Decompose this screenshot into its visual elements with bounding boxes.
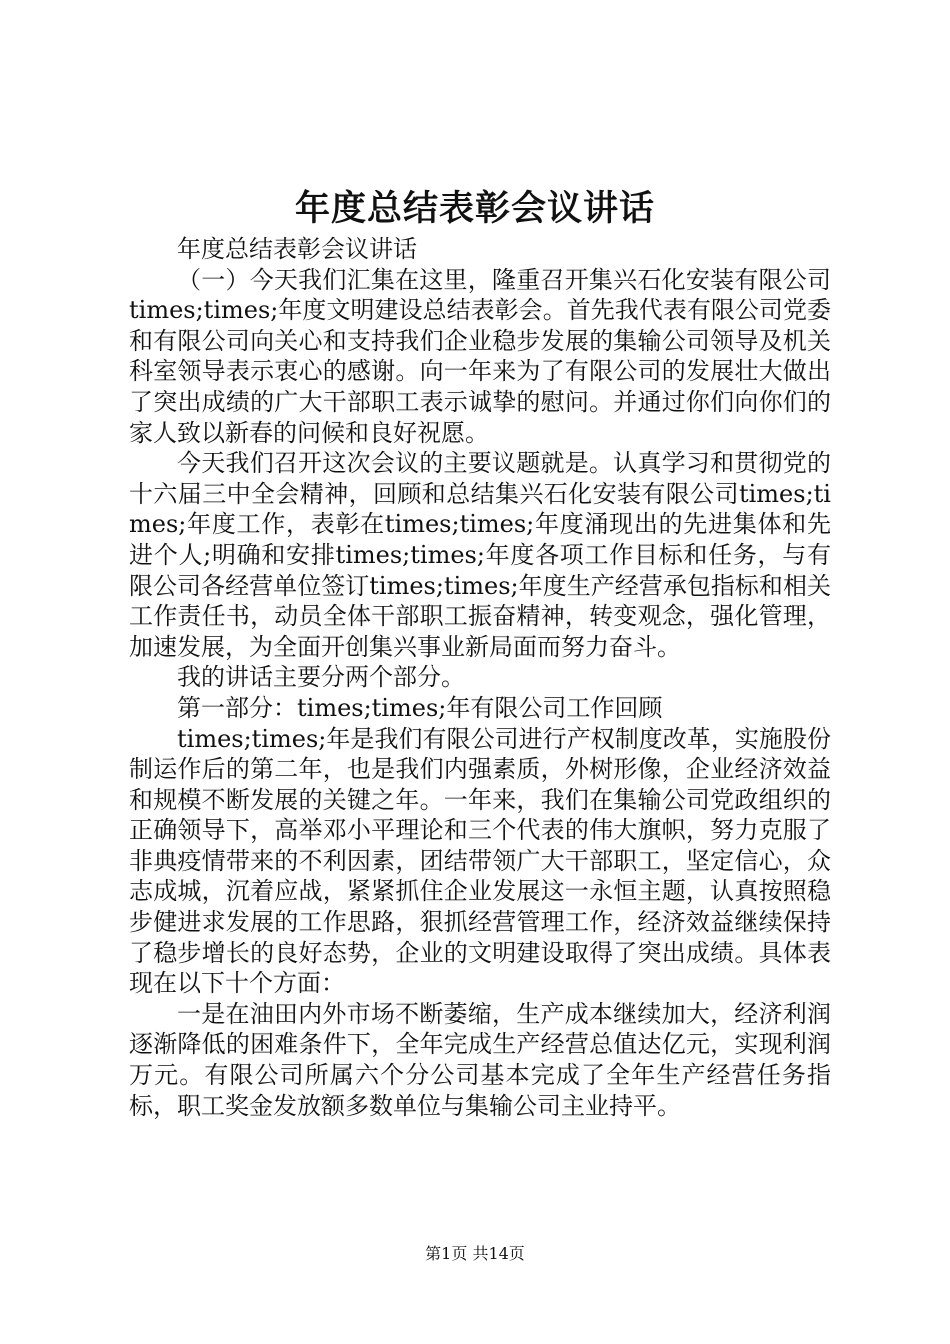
document-body [129,234,831,1121]
document-title: 年度总结表彰会议讲话 [294,189,655,229]
paragraph-outline: 我的讲话主要分两个部分。 [177,663,465,692]
paragraph-point-one: 一是在油田内外市场不断萎缩，生产成本继续加大，经济利润逐渐降低的困难条件下，全年完成生产经营总值达亿元，实现利润万元。有限公司所属六个分公司基本完成了全年生产经营任务指标，职工奖金发放额多数单位与集输公司主业持平。 [129,999,831,1120]
page-footer: 第1页 共14页 [425,1244,525,1263]
paragraph-review: times;times;年是我们有限公司进行产权制度改革，实施股份制运作后的第二年，也是我们内强素质，外树形像，企业经济效益和规模不断发展的关键之年。一年来，我们在集输公司党政组织的正确领导下，高举邓小平理论和三个代表的伟大旗帜，努力克服了非典疫情带来的不利因素，团结带领广大干部职工，坚定信心，众志成城，沉着应战，紧紧抓住企业发展这一永恒主题，认真按照稳步健进求发展的工作思路，狠抓经营管理工作，经济效益继续保持了稳步增长的良好态势，企业的文明建设取得了突出成绩。具体表现在以下十个方面： [129,724,831,998]
paragraph-agenda: 今天我们召开这次会议的主要议题就是。认真学习和贯彻党的十六届三中全会精神，回顾和总结集兴石化安装有限公司times;times;年度工作，表彰在times;times;年度涌现出的先进集体和先进个人;明确和安排times;times;年度各项工作目标和任务，与有限公司各经营单位签订times;times;年度生产经营承包指标和相关工作责任书，动员全体干部职工振奋精神，转变观念，强化管理，加速发展，为全面开创集兴事业新局面而努力奋斗。 [129,449,831,661]
paragraph-subtitle: 年度总结表彰会议讲话 [177,235,417,263]
paragraph-opening: （一）今天我们汇集在这里，隆重召开集兴石化安装有限公司times;times;年度文明建设总结表彰会。首先我代表有限公司党委和有限公司向关心和支持我们企业稳步发展的集输公司领导及机关科室领导表示衷心的感谢。向一年来为了有限公司的发展壮大做出了突出成绩的广大干部职工表示诚挚的慰问。并通过你们向你们的家人致以新春的问候和良好祝愿。 [129,265,831,447]
section-heading-part-one: 第一部分：times;times;年有限公司工作回顾 [177,693,663,722]
